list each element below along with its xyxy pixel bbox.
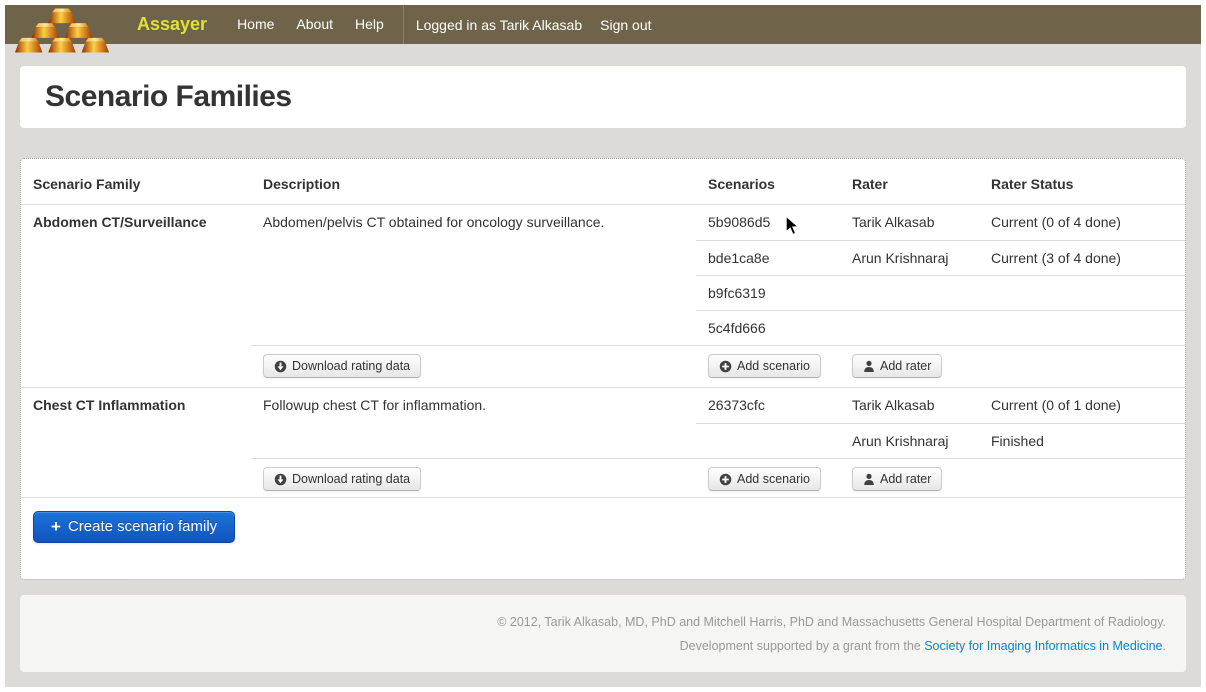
- scenario-id-cell: bde1ca8e: [696, 240, 840, 275]
- rater-cell: Arun Krishnaraj: [840, 423, 979, 458]
- family-description: Followup chest CT for inflammation.: [263, 397, 487, 413]
- th-description: Description: [263, 176, 341, 192]
- download-rating-data-button[interactable]: [263, 467, 421, 491]
- plus-icon: +: [51, 516, 61, 536]
- footer: [20, 595, 1186, 672]
- nav-item-about[interactable]: About: [296, 16, 334, 32]
- person-icon: [863, 360, 875, 373]
- nav-item-home[interactable]: Home: [237, 16, 275, 32]
- download-circle-icon: [274, 360, 287, 373]
- button-label: Add scenario: [737, 359, 810, 373]
- scenario-id-cell: [696, 423, 840, 458]
- button-label: Add rater: [880, 472, 932, 486]
- add-rater-button[interactable]: [852, 354, 942, 378]
- funding-text-prefix: Development supported by a grant from the: [679, 639, 925, 653]
- page-title: Scenario Families: [45, 80, 292, 113]
- plus-circle-icon: [719, 360, 732, 373]
- create-scenario-family-button[interactable]: [33, 511, 235, 543]
- button-label: Download rating data: [292, 472, 411, 486]
- gold-bars-logo-icon: [13, 8, 111, 59]
- siim-link[interactable]: Society for Imaging Informatics in Medicine: [924, 639, 1163, 653]
- person-icon: [863, 473, 875, 486]
- th-scenarios: Scenarios: [708, 176, 775, 192]
- rater-cell: Tarik Alkasab: [852, 397, 935, 413]
- button-label: Add rater: [880, 359, 932, 373]
- funding-text-suffix: .: [1162, 639, 1166, 653]
- family-rows: [21, 205, 1185, 498]
- add-scenario-button[interactable]: [708, 354, 821, 378]
- family-name: Chest CT Inflammation: [33, 397, 186, 413]
- navbar: [5, 5, 1201, 44]
- family-row-chest: [21, 387, 1185, 497]
- sign-out-link[interactable]: Sign out: [600, 16, 652, 33]
- download-circle-icon: [274, 473, 287, 486]
- navbar-divider: [403, 5, 404, 44]
- scenario-id-cell: 5c4fd666: [696, 310, 840, 345]
- funding-text: [40, 634, 1166, 658]
- th-rater-status: Rater Status: [991, 176, 1074, 192]
- plus-circle-icon: [719, 473, 732, 486]
- nav-items: [226, 5, 395, 44]
- rater-cell: Tarik Alkasab: [852, 214, 935, 230]
- th-rater: Rater: [852, 176, 888, 192]
- family-actions-row: [251, 345, 1185, 387]
- button-label: Add scenario: [737, 472, 810, 486]
- page-background: [5, 5, 1201, 687]
- scenario-id-cell: b9fc6319: [696, 275, 840, 310]
- rater-cell: [840, 275, 979, 310]
- rater-cell: Arun Krishnaraj: [840, 240, 979, 275]
- rater-status-cell: [979, 310, 1185, 345]
- scenario-id-cell: 5b9086d5: [708, 214, 771, 230]
- add-scenario-button[interactable]: [708, 467, 821, 491]
- logged-in-text: Logged in as Tarik Alkasab: [415, 16, 583, 33]
- family-actions-row: [251, 458, 1185, 497]
- rater-status-cell: Current (3 of 4 done): [979, 240, 1185, 275]
- family-row-abdomen: [21, 205, 1185, 387]
- scenario-families-panel: [20, 158, 1186, 580]
- download-rating-data-button[interactable]: [263, 354, 421, 378]
- nav-item-help[interactable]: Help: [355, 16, 384, 32]
- brand-title: Assayer: [137, 14, 208, 34]
- family-description: Abdomen/pelvis CT obtained for oncology surveillance.: [263, 214, 605, 230]
- rater-status-cell: Current (0 of 1 done): [991, 397, 1121, 413]
- rater-status-cell: [979, 275, 1185, 310]
- page-title-panel: [20, 66, 1186, 128]
- button-label: Download rating data: [292, 359, 411, 373]
- button-label: Create scenario family: [67, 518, 218, 535]
- add-rater-button[interactable]: [852, 467, 942, 491]
- copyright-text: © 2012, Tarik Alkasab, MD, PhD and Mitchell Harris, PhD and Massachusetts General Hospital Department of Radiology.: [497, 615, 1166, 629]
- rater-status-cell: Finished: [979, 423, 1185, 458]
- th-scenario-family: Scenario Family: [33, 176, 141, 192]
- table-header-row: [21, 159, 1185, 205]
- scenario-id-cell: 26373cfc: [708, 397, 765, 413]
- rater-status-cell: Current (0 of 4 done): [991, 214, 1121, 230]
- family-name: Abdomen CT/Surveillance: [33, 214, 207, 230]
- rater-cell: [840, 310, 979, 345]
